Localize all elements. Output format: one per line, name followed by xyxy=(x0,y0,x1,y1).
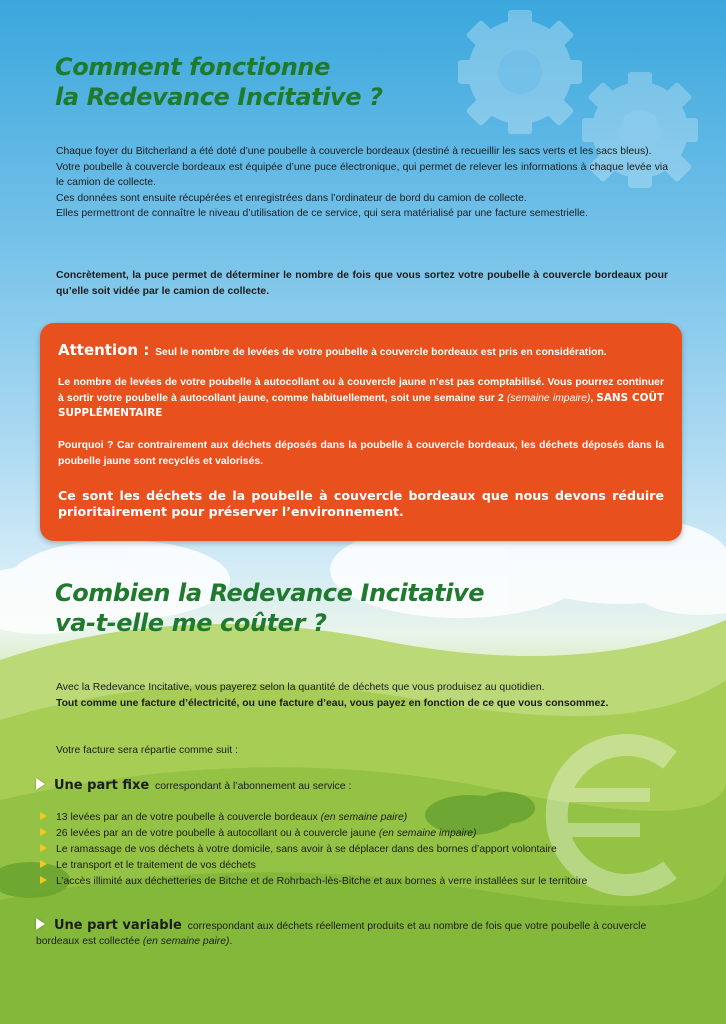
list-item-text: Le transport et le traitement de vos déchets xyxy=(56,860,256,871)
variable-part-italic: (en semaine paire) xyxy=(142,936,230,947)
section1-paragraph: Chaque foyer du Bitcherland a été doté d’une poubelle à couvercle bordeaux (destiné à recueillir les sacs verts et les sacs bleus). xyxy=(56,146,652,157)
section1-paragraph: Elles permettront de connaître le niveau d’utilisation de ce service, qui sera matérialisé par une facture semestrielle. xyxy=(56,208,588,220)
list-item xyxy=(40,858,680,874)
attention-line1-text: Seul le nombre de levées de votre poubelle à couvercle bordeaux est pris en considération. xyxy=(155,347,607,358)
section1-title-line2: la Redevance Incitative ? xyxy=(55,83,383,111)
arrow-right-icon xyxy=(36,918,45,930)
attention-box xyxy=(40,323,682,541)
attention-paragraph2-italic: (semaine impaire) xyxy=(506,392,591,404)
bullet-icon xyxy=(40,828,47,836)
attention-label: Attention : xyxy=(58,341,150,359)
section1-title-line1: Comment fonctionne xyxy=(55,53,330,81)
variable-part-end: . xyxy=(229,936,233,947)
bullet-icon xyxy=(40,876,47,884)
section2-intro xyxy=(56,680,668,711)
attention-paragraph2-caps: SANS COÛT SUPPLÉMENTAIRE xyxy=(58,391,664,420)
list-item xyxy=(40,810,680,826)
section2-title-line2: va-t-elle me coûter ? xyxy=(55,609,327,637)
bullet-icon xyxy=(40,844,47,852)
section1-paragraph: Votre poubelle à couvercle bordeaux est équipée d’une puce électronique, qui permet de relever les informations à chaque levée via le camion de collecte. xyxy=(56,161,668,189)
list-item-italic: (en semaine impaire) xyxy=(378,828,477,839)
fixed-part xyxy=(36,778,672,794)
attention-paragraph2-text: Le nombre de levées de votre poubelle à autocollant ou à couvercle jaune n’est pas comptabilisé. Vous pourrez continuer à sortir votre poubelle à autocollant jaune, comme habituellement, soit une semaine sur 2 xyxy=(58,377,664,404)
list-item-text: Le ramassage de vos déchets à votre domicile, sans avoir à se déplacer dans des bornes d’apport volontaire xyxy=(56,844,557,855)
section2-title xyxy=(55,578,484,638)
variable-part-label: Une part variable xyxy=(54,918,182,933)
variable-part-text: correspondant aux déchets réellement produits et au nombre de fois que votre poubelle à couvercle bordeaux est collectée xyxy=(36,921,647,947)
fixed-part-list xyxy=(40,810,680,890)
attention-paragraph3: Pourquoi ? Car contrairement aux déchets déposés dans la poubelle à couvercle bordeaux, les déchets déposés dans la poubelle jaune sont recyclés et valorisés. xyxy=(58,440,664,467)
list-item-text: 13 levées par an de votre poubelle à couvercle bordeaux xyxy=(56,812,321,823)
list-item xyxy=(40,842,680,858)
section1-title xyxy=(55,52,383,112)
section1-bold-paragraph: Concrètement, la puce permet de déterminer le nombre de fois que vous sortez votre poubelle à couvercle bordeaux pour qu’elle soit vidée par le camion de collecte. xyxy=(56,270,668,297)
fixed-part-text: correspondant à l’abonnement au service : xyxy=(155,781,352,792)
attention-line1 xyxy=(58,343,664,361)
arrow-right-icon xyxy=(36,778,45,790)
list-item-italic: (en semaine paire) xyxy=(320,812,408,823)
list-item xyxy=(40,874,680,890)
fixed-part-label: Une part fixe xyxy=(54,778,150,793)
section2-title-line1: Combien la Redevance Incitative xyxy=(55,579,485,607)
list-item-text: L’accès illimité aux déchetteries de Bitche et de Rohrbach-lès-Bitche et aux bornes à verre installées sur le territoire xyxy=(56,876,588,887)
attention-paragraph2: Le nombre de levées de votre poubelle à autocollant ou à couvercle jaune n’est pas comptabilisé. Vous pourrez continuer à sortir votre poubelle à autocollant jaune, comme habituellement, soit une semaine sur 2 (semaine impaire), SANS COÛT SUPPLÉMENTAIRE xyxy=(58,377,664,420)
attention-conclusion: Ce sont les déchets de la poubelle à couvercle bordeaux que nous devons réduire prioritairement pour préserver l’environnement. xyxy=(58,488,664,519)
section1-body xyxy=(56,144,668,222)
invoice-intro: Votre facture sera répartie comme suit : xyxy=(56,745,238,756)
variable-part xyxy=(36,918,672,949)
bullet-icon xyxy=(40,812,47,820)
bullet-icon xyxy=(40,860,47,868)
section2-intro-text: Avec la Redevance Incitative, vous payerez selon la quantité de déchets que vous produisez au quotidien. xyxy=(56,682,545,693)
section2-intro-bold: Tout comme une facture d’électricité, ou une facture d’eau, vous payez en fonction de ce que vous consommez. xyxy=(56,697,609,709)
list-item-text: 26 levées par an de votre poubelle à autocollant ou à couvercle jaune xyxy=(56,828,379,839)
section1-paragraph: Ces données sont ensuite récupérées et enregistrées dans l’ordinateur de bord du camion de collecte. xyxy=(56,192,527,204)
list-item xyxy=(40,826,680,842)
